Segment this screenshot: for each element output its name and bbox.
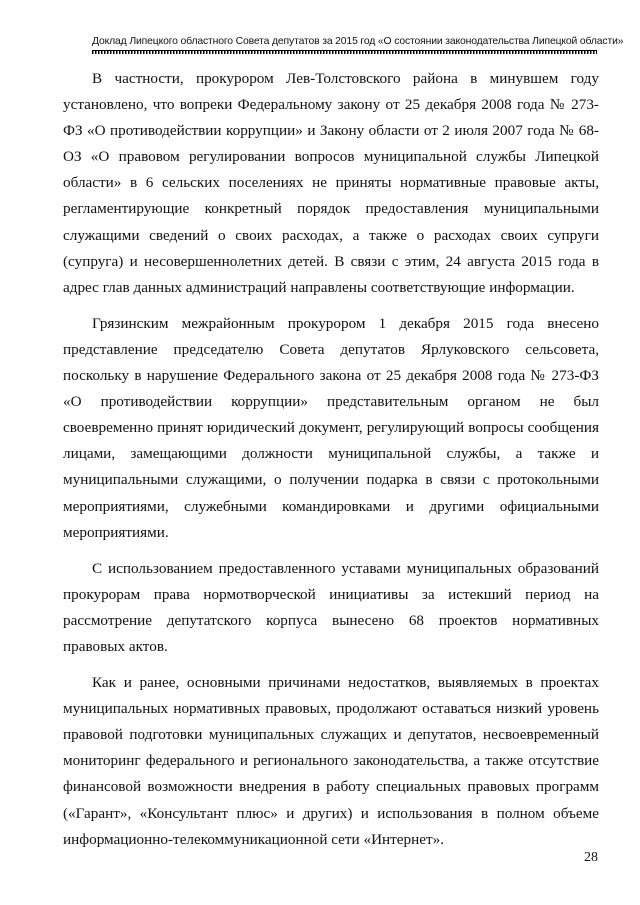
paragraph: Как и ранее, основными причинами недостатков, выявляемых в проектах муниципальных нормативных правовых, продолжают оставаться низкий уровень правовой подготовки муниципальных служащих и депутатов, несвоевременный мониторинг федерального и регионального законодательства, а также отсутствие финансовой возможности внедрения в работу специальных правовых программ («Гарант», «Консультант плюс» и других) и использования в полном объеме информационно-телекоммуникационной сети «Интернет».: [63, 674, 599, 848]
paragraph: В частности, прокурором Лев-Толстовского района в минувшем году установлено, что вопреки Федеральному закону от 25 декабря 2008 года № 273-ФЗ «О противодействии коррупции» и Закону области от 2 июля 2007 года № 68-ОЗ «О правовом регулировании вопросов муниципальной службы Липецкой области» в 6 сельских поселениях не приняты нормативные правовые акты, регламентирующие конкретный порядок предоставления муниципальными служащими сведений о своих расходах, а также о расходах своих супруги (супруга) и несовершеннолетних детей. В связи с этим, 24 августа 2015 года в адрес глав данных администраций направлены соответствующие информации.: [63, 70, 599, 296]
document-body: [63, 66, 599, 863]
header-rule: [92, 50, 597, 54]
page-number: 28: [584, 850, 598, 865]
paragraph: С использованием предоставленного уставами муниципальных образований прокурорам права нормотворческой инициативы за истекший период на рассмотрение депутатского корпуса вынесено 68 проектов нормативных правовых актов.: [63, 559, 599, 655]
paragraph: Грязинским межрайонным прокурором 1 декабря 2015 года внесено представление председателю Совета депутатов Ярлуковского сельсовета, поскольку в нарушение Федерального закона от 25 декабря 2008 года № 273-ФЗ «О противодействии коррупции» представительным органом не был своевременно принят юридический документ, регулирующий вопросы сообщения лицами, замещающими должности муниципальной службы, а также и муниципальными служащими, о получении подарка в связи с протокольными мероприятиями, служебными командировками и другими официальными мероприятиями.: [63, 314, 599, 541]
running-header: Доклад Липецкого областного Совета депутатов за 2015 год «О состоянии законодательства Липецкой области»: [92, 36, 624, 47]
